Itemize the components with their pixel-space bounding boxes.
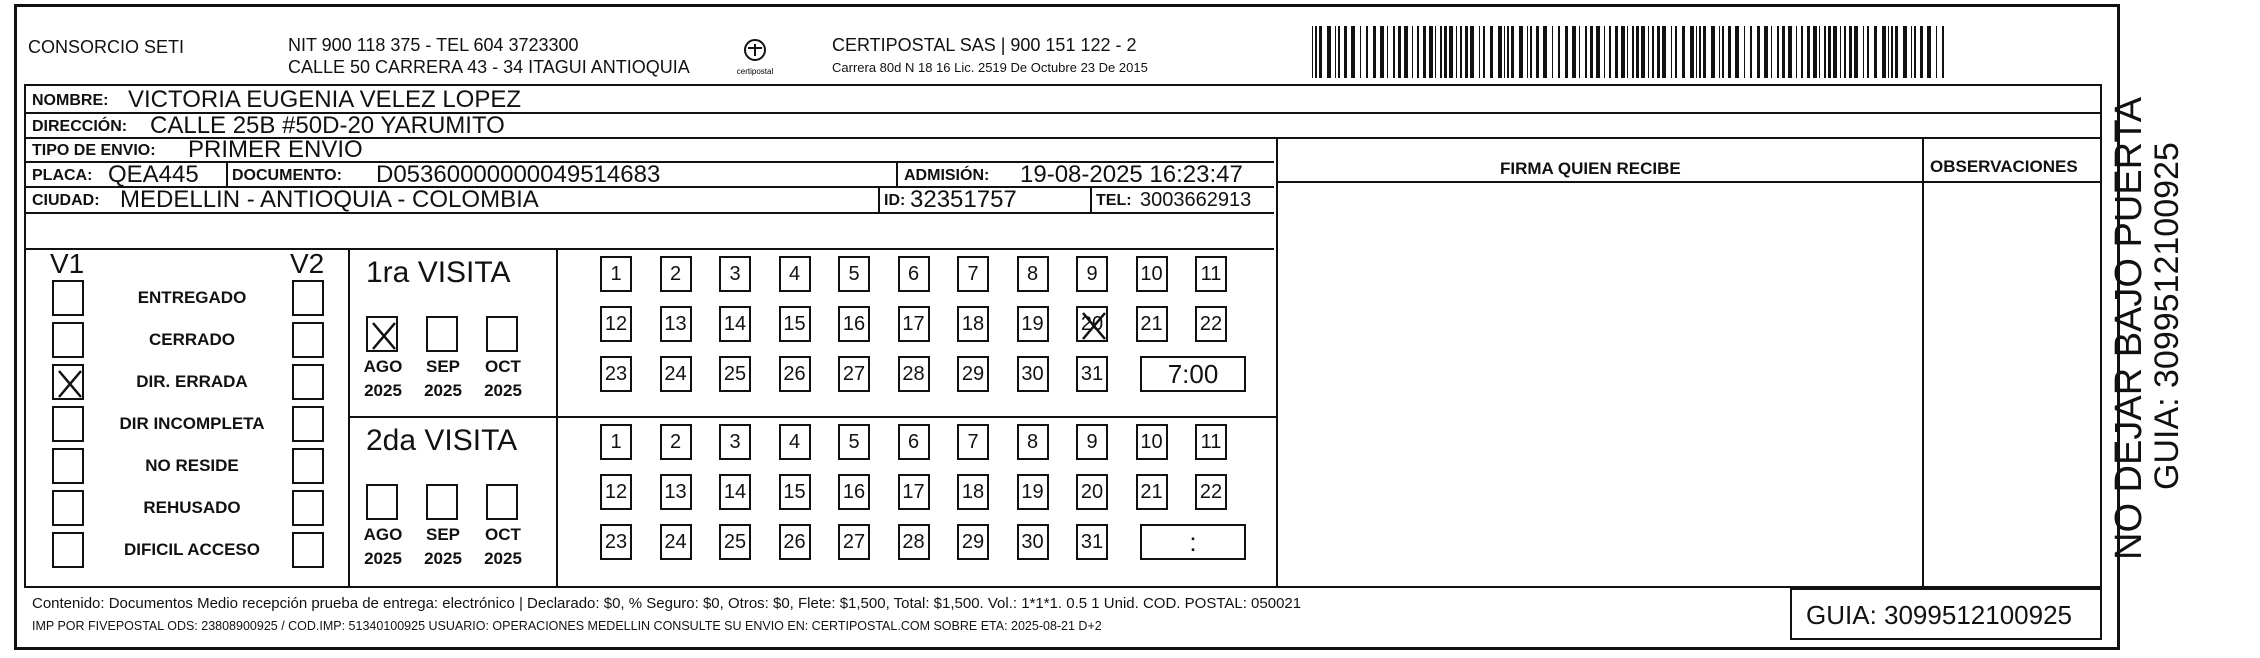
admision-value: 19-08-2025 16:23:47 <box>1020 161 1243 188</box>
v1-header: V1 <box>50 248 85 279</box>
status-label: CERRADO <box>149 330 235 349</box>
barcode-bar <box>1682 26 1685 78</box>
month-name: AGO <box>363 525 403 544</box>
barcode-bar <box>1648 26 1649 78</box>
company-name: CONSORCIO SETI <box>28 37 185 57</box>
day-box[interactable]: 20 <box>1076 306 1108 342</box>
barcode-bar <box>1335 26 1336 78</box>
barcode-bar <box>1719 26 1720 78</box>
month-checkbox[interactable] <box>366 484 398 520</box>
barcode-bar <box>1833 26 1837 78</box>
barcode-bar <box>1641 26 1645 78</box>
day-box[interactable]: 14 <box>719 474 751 510</box>
barcode-bar <box>1579 26 1580 78</box>
day-box[interactable]: 13 <box>660 474 692 510</box>
day-box[interactable]: 11 <box>1195 424 1227 460</box>
id-value: 32351757 <box>910 186 1017 213</box>
day-box[interactable]: 10 <box>1136 256 1168 292</box>
day-box[interactable]: 31 <box>1076 356 1108 392</box>
v1-checkbox[interactable] <box>52 364 84 400</box>
day-box[interactable]: 30 <box>1017 524 1049 560</box>
day-box[interactable]: 1 <box>600 256 632 292</box>
v1-checkbox[interactable] <box>52 322 84 358</box>
barcode-bar <box>1483 26 1485 78</box>
barcode <box>1312 26 1948 78</box>
direccion-value: CALLE 25B #50D-20 YARUMITO <box>150 112 505 139</box>
barcode-bar <box>1507 26 1509 78</box>
barcode-bar <box>1585 26 1587 78</box>
barcode-bar <box>1632 26 1634 78</box>
barcode-bar <box>1444 26 1447 78</box>
barcode-bar <box>1662 26 1666 78</box>
barcode-bar <box>1627 26 1628 78</box>
day-box[interactable]: 2 <box>660 256 692 292</box>
day-box[interactable]: 7 <box>957 424 989 460</box>
month-checkbox[interactable] <box>366 316 398 352</box>
day-box[interactable]: 16 <box>838 306 870 342</box>
barcode-bar <box>1903 26 1907 78</box>
v2-checkbox[interactable] <box>292 448 324 484</box>
month-name: SEP <box>425 525 461 544</box>
barcode-bar <box>1604 26 1605 78</box>
day-box[interactable]: 11 <box>1195 256 1227 292</box>
tipo-envio-value: PRIMER ENVIO <box>188 136 363 163</box>
barcode-bar <box>1771 26 1772 78</box>
day-box[interactable]: 18 <box>957 306 989 342</box>
nombre-label: NOMBRE: <box>32 92 109 109</box>
barcode-bar <box>1914 26 1916 78</box>
barcode-bar <box>1813 26 1817 78</box>
direccion-label: DIRECCIÓN: <box>32 118 128 135</box>
month-year: 2025 <box>424 381 462 400</box>
firma-label: FIRMA QUIEN RECIBE <box>1500 159 1681 178</box>
barcode-bar <box>1936 26 1937 78</box>
barcode-bar <box>1543 26 1547 78</box>
tipo-envio-label: TIPO DE ENVIO: <box>32 142 156 159</box>
barcode-bar <box>1498 26 1502 78</box>
barcode-bar <box>1609 26 1611 78</box>
barcode-bar <box>1722 26 1724 78</box>
v1-checkbox[interactable] <box>52 490 84 526</box>
day-box[interactable]: 9 <box>1076 424 1108 460</box>
barcode-bar <box>1393 26 1395 78</box>
day-box[interactable]: 15 <box>779 306 811 342</box>
nombre-value: VICTORIA EUGENIA VELEZ LOPEZ <box>128 86 522 113</box>
tel-value: 3003662913 <box>1140 189 1252 211</box>
day-box[interactable]: 20 <box>1076 474 1108 510</box>
barcode-bar <box>1750 26 1752 78</box>
v1-checkbox[interactable] <box>52 406 84 442</box>
x-mark-icon <box>1080 310 1108 352</box>
barcode-bar <box>1703 26 1706 78</box>
barcode-bar <box>1621 26 1625 78</box>
status-label: ENTREGADO <box>137 288 247 307</box>
day-box[interactable]: 16 <box>838 474 870 510</box>
barcode-bar <box>1429 26 1433 78</box>
barcode-bar <box>1942 26 1944 78</box>
barcode-bar <box>1728 26 1731 78</box>
day-box[interactable]: 27 <box>838 356 870 392</box>
day-box[interactable]: 29 <box>957 356 989 392</box>
barcode-bar <box>1344 26 1347 78</box>
barcode-bar <box>1636 26 1639 78</box>
certipostal-logo-icon <box>732 36 778 80</box>
month-name: OCT <box>485 357 521 376</box>
barcode-bar <box>1351 26 1355 78</box>
status-label: REHUSADO <box>143 498 241 517</box>
barcode-bar <box>1360 26 1361 78</box>
barcode-bar <box>1824 26 1826 78</box>
imp-text: IMP POR FIVEPOSTAL ODS: 23808900925 / COD.IMP: 51340100925 USUARIO: OPERACIONES MEDELLIN CONSULTE SU ENVIO EN: CERTIPOSTAL.COM SOBRE ETA: 2025-08-21 D+2 <box>32 619 1102 633</box>
barcode-bar <box>1404 26 1408 78</box>
month-checkbox[interactable] <box>486 484 518 520</box>
observaciones-label: OBSERVACIONES <box>1930 157 2078 176</box>
barcode-bar <box>1319 26 1322 78</box>
status-label: DIFICIL ACCESO <box>123 540 260 559</box>
guia-footer: GUIA: 3099512100925 <box>1806 600 2072 630</box>
barcode-bar <box>1844 26 1846 78</box>
barcode-bar <box>1470 26 1474 78</box>
time-box[interactable]: 7:00 <box>1140 356 1246 392</box>
day-box[interactable]: 8 <box>1017 256 1049 292</box>
status-label: DIR INCOMPLETA <box>119 414 265 433</box>
barcode-bar <box>1558 26 1560 78</box>
visit-title: 2da VISITA <box>366 424 518 457</box>
visit-title: 1ra VISITA <box>366 256 511 289</box>
day-box[interactable]: 26 <box>779 524 811 560</box>
barcode-bar <box>1796 26 1797 78</box>
day-box[interactable]: 6 <box>898 424 930 460</box>
day-box[interactable]: 3 <box>719 256 751 292</box>
license-line: Carrera 80d N 18 16 Lic. 2519 De Octubre 23 De 2015 <box>832 60 1148 75</box>
barcode-bar <box>1895 26 1898 78</box>
barcode-bar <box>1711 26 1715 78</box>
barcode-bar <box>1801 26 1803 78</box>
certipostal-line: CERTIPOSTAL SAS | 900 151 122 - 2 <box>832 35 1137 55</box>
barcode-bar <box>1387 26 1388 78</box>
barcode-bar <box>1888 26 1889 78</box>
admision-label: ADMISIÓN: <box>904 167 990 184</box>
day-box[interactable]: 4 <box>779 424 811 460</box>
month-year: 2025 <box>484 549 522 568</box>
v1-checkbox[interactable] <box>52 448 84 484</box>
day-box[interactable]: 30 <box>1017 356 1049 392</box>
barcode-bar <box>1690 26 1694 78</box>
v1-checkbox[interactable] <box>52 532 84 568</box>
v2-checkbox[interactable] <box>292 490 324 526</box>
day-box[interactable]: 23 <box>600 524 632 560</box>
ciudad-value: MEDELLIN - ANTIOQUIA - COLOMBIA <box>120 186 539 213</box>
barcode-bar <box>1696 26 1697 78</box>
ciudad-label: CIUDAD: <box>32 192 100 209</box>
month-name: SEP <box>425 357 461 376</box>
barcode-bar <box>1565 26 1568 78</box>
barcode-bar <box>1596 26 1600 78</box>
barcode-bar <box>1315 26 1317 78</box>
barcode-bar <box>1490 26 1493 78</box>
documento-label: DOCUMENTO: <box>232 167 342 184</box>
barcode-bar <box>1380 26 1384 78</box>
day-box[interactable]: 2 <box>660 424 692 460</box>
day-box[interactable]: 22 <box>1195 306 1227 342</box>
barcode-bar <box>1456 26 1457 78</box>
barcode-bar <box>1828 26 1831 78</box>
day-box[interactable]: 19 <box>1017 306 1049 342</box>
day-box[interactable]: 26 <box>779 356 811 392</box>
barcode-bar <box>1874 26 1877 78</box>
day-box[interactable]: 9 <box>1076 256 1108 292</box>
barcode-bar <box>1412 26 1413 78</box>
barcode-bar <box>1373 26 1376 78</box>
month-checkbox[interactable] <box>426 316 458 352</box>
v2-checkbox[interactable] <box>292 532 324 568</box>
day-box[interactable]: 25 <box>719 356 751 392</box>
day-box[interactable]: 23 <box>600 356 632 392</box>
barcode-bar <box>1511 26 1514 78</box>
day-box[interactable]: 12 <box>600 474 632 510</box>
time-box[interactable]: : <box>1140 524 1246 560</box>
address-line: CALLE 50 CARRERA 43 - 34 ITAGUI ANTIOQUIA <box>288 57 690 77</box>
day-box[interactable]: 5 <box>838 256 870 292</box>
day-box[interactable]: 1 <box>600 424 632 460</box>
barcode-bar <box>1572 26 1576 78</box>
barcode-bar <box>1536 26 1539 78</box>
barcode-bar <box>1777 26 1779 78</box>
month-checkbox[interactable] <box>426 484 458 520</box>
barcode-bar <box>1449 26 1453 78</box>
day-box[interactable]: 6 <box>898 256 930 292</box>
barcode-bar <box>1552 26 1553 78</box>
status-label: DIR. ERRADA <box>136 372 248 391</box>
barcode-bar <box>1615 26 1618 78</box>
barcode-bar <box>1891 26 1893 78</box>
day-box[interactable]: 7 <box>957 256 989 292</box>
barcode-bar <box>1504 26 1505 78</box>
x-mark-icon <box>56 368 84 405</box>
v2-header: V2 <box>290 248 325 279</box>
month-year: 2025 <box>364 549 402 568</box>
barcode-bar <box>1927 26 1931 78</box>
barcode-bar <box>1782 26 1785 78</box>
barcode-bar <box>1398 26 1401 78</box>
barcode-bar <box>1652 26 1654 78</box>
day-box[interactable]: 17 <box>898 306 930 342</box>
day-box[interactable]: 4 <box>779 256 811 292</box>
barcode-bar <box>1819 26 1820 78</box>
barcode-bar <box>1764 26 1768 78</box>
day-box[interactable]: 3 <box>719 424 751 460</box>
v1-checkbox[interactable] <box>52 280 84 316</box>
placa-value: QEA445 <box>108 161 199 188</box>
barcode-bar <box>1590 26 1593 78</box>
barcode-bar <box>1735 26 1739 78</box>
day-box[interactable]: 10 <box>1136 424 1168 460</box>
month-year: 2025 <box>364 381 402 400</box>
placa-label: PLACA: <box>32 167 93 184</box>
x-mark-icon <box>370 320 398 357</box>
status-label: NO RESIDE <box>145 456 239 475</box>
barcode-bar <box>1863 26 1864 78</box>
barcode-bar <box>1882 26 1886 78</box>
barcode-bar <box>1911 26 1912 78</box>
day-box[interactable]: 8 <box>1017 424 1049 460</box>
documento-value: D05360000000049514683 <box>376 161 661 188</box>
barcode-bar <box>1854 26 1858 78</box>
barcode-bar <box>1312 26 1313 78</box>
id-label: ID: <box>884 192 906 209</box>
barcode-bar <box>1699 26 1701 78</box>
v2-checkbox[interactable] <box>292 406 324 442</box>
barcode-bar <box>1519 26 1523 78</box>
day-box[interactable]: 21 <box>1136 306 1168 342</box>
v2-checkbox[interactable] <box>292 280 324 316</box>
day-box[interactable]: 31 <box>1076 524 1108 560</box>
day-box[interactable]: 17 <box>898 474 930 510</box>
v2-checkbox[interactable] <box>292 364 324 400</box>
barcode-bar <box>1530 26 1532 78</box>
day-box[interactable]: 19 <box>1017 474 1049 510</box>
barcode-bar <box>1479 26 1480 78</box>
barcode-bar <box>1417 26 1419 78</box>
side-warning: NO DEJAR BAJO PUERTA <box>2108 96 2150 560</box>
month-year: 2025 <box>484 381 522 400</box>
barcode-bar <box>1840 26 1841 78</box>
month-name: OCT <box>485 525 521 544</box>
day-box[interactable]: 21 <box>1136 474 1168 510</box>
day-box[interactable]: 25 <box>719 524 751 560</box>
v2-checkbox[interactable] <box>292 322 324 358</box>
day-box[interactable]: 24 <box>660 356 692 392</box>
barcode-bar <box>1807 26 1810 78</box>
month-checkbox[interactable] <box>486 316 518 352</box>
barcode-bar <box>1671 26 1672 78</box>
svg-text:certipostal: certipostal <box>736 67 774 76</box>
barcode-bar <box>1366 26 1368 78</box>
month-year: 2025 <box>424 549 462 568</box>
day-box[interactable]: 13 <box>660 306 692 342</box>
barcode-bar <box>1527 26 1528 78</box>
barcode-bar <box>1867 26 1869 78</box>
day-box[interactable]: 5 <box>838 424 870 460</box>
day-box[interactable]: 15 <box>779 474 811 510</box>
day-box[interactable]: 29 <box>957 524 989 560</box>
day-box[interactable]: 24 <box>660 524 692 560</box>
barcode-bar <box>1849 26 1852 78</box>
contenido-text: Contenido: Documentos Medio recepción prueba de entrega: electrónico | Declarado: $0, % Seguro: $0, Otros: $0, Flete: $1,500, Total: $1,500. Vol.: 1*1*1. 0.5 1 Unid. COD. POSTAL: 050021 <box>32 595 1302 612</box>
barcode-bar <box>1657 26 1660 78</box>
day-box[interactable]: 27 <box>838 524 870 560</box>
barcode-bar <box>1744 26 1745 78</box>
day-box[interactable]: 28 <box>898 524 930 560</box>
barcode-bar <box>1920 26 1923 78</box>
side-guia: GUIA: 3099512100925 <box>2148 142 2186 490</box>
barcode-bar <box>1423 26 1426 78</box>
barcode-bar <box>1327 26 1331 78</box>
day-box[interactable]: 28 <box>898 356 930 392</box>
barcode-bar <box>1460 26 1462 78</box>
day-box[interactable]: 12 <box>600 306 632 342</box>
barcode-bar <box>1435 26 1436 78</box>
nit-line: NIT 900 118 375 - TEL 604 3723300 <box>288 35 579 55</box>
month-name: AGO <box>363 357 403 376</box>
barcode-bar <box>1440 26 1442 78</box>
day-box[interactable]: 22 <box>1195 474 1227 510</box>
barcode-bar <box>1788 26 1792 78</box>
barcode-bar <box>1465 26 1468 78</box>
barcode-bar <box>1338 26 1340 78</box>
barcode-bar <box>1675 26 1677 78</box>
day-box[interactable]: 14 <box>719 306 751 342</box>
tel-label: TEL: <box>1096 192 1132 209</box>
barcode-bar <box>1757 26 1760 78</box>
day-box[interactable]: 18 <box>957 474 989 510</box>
